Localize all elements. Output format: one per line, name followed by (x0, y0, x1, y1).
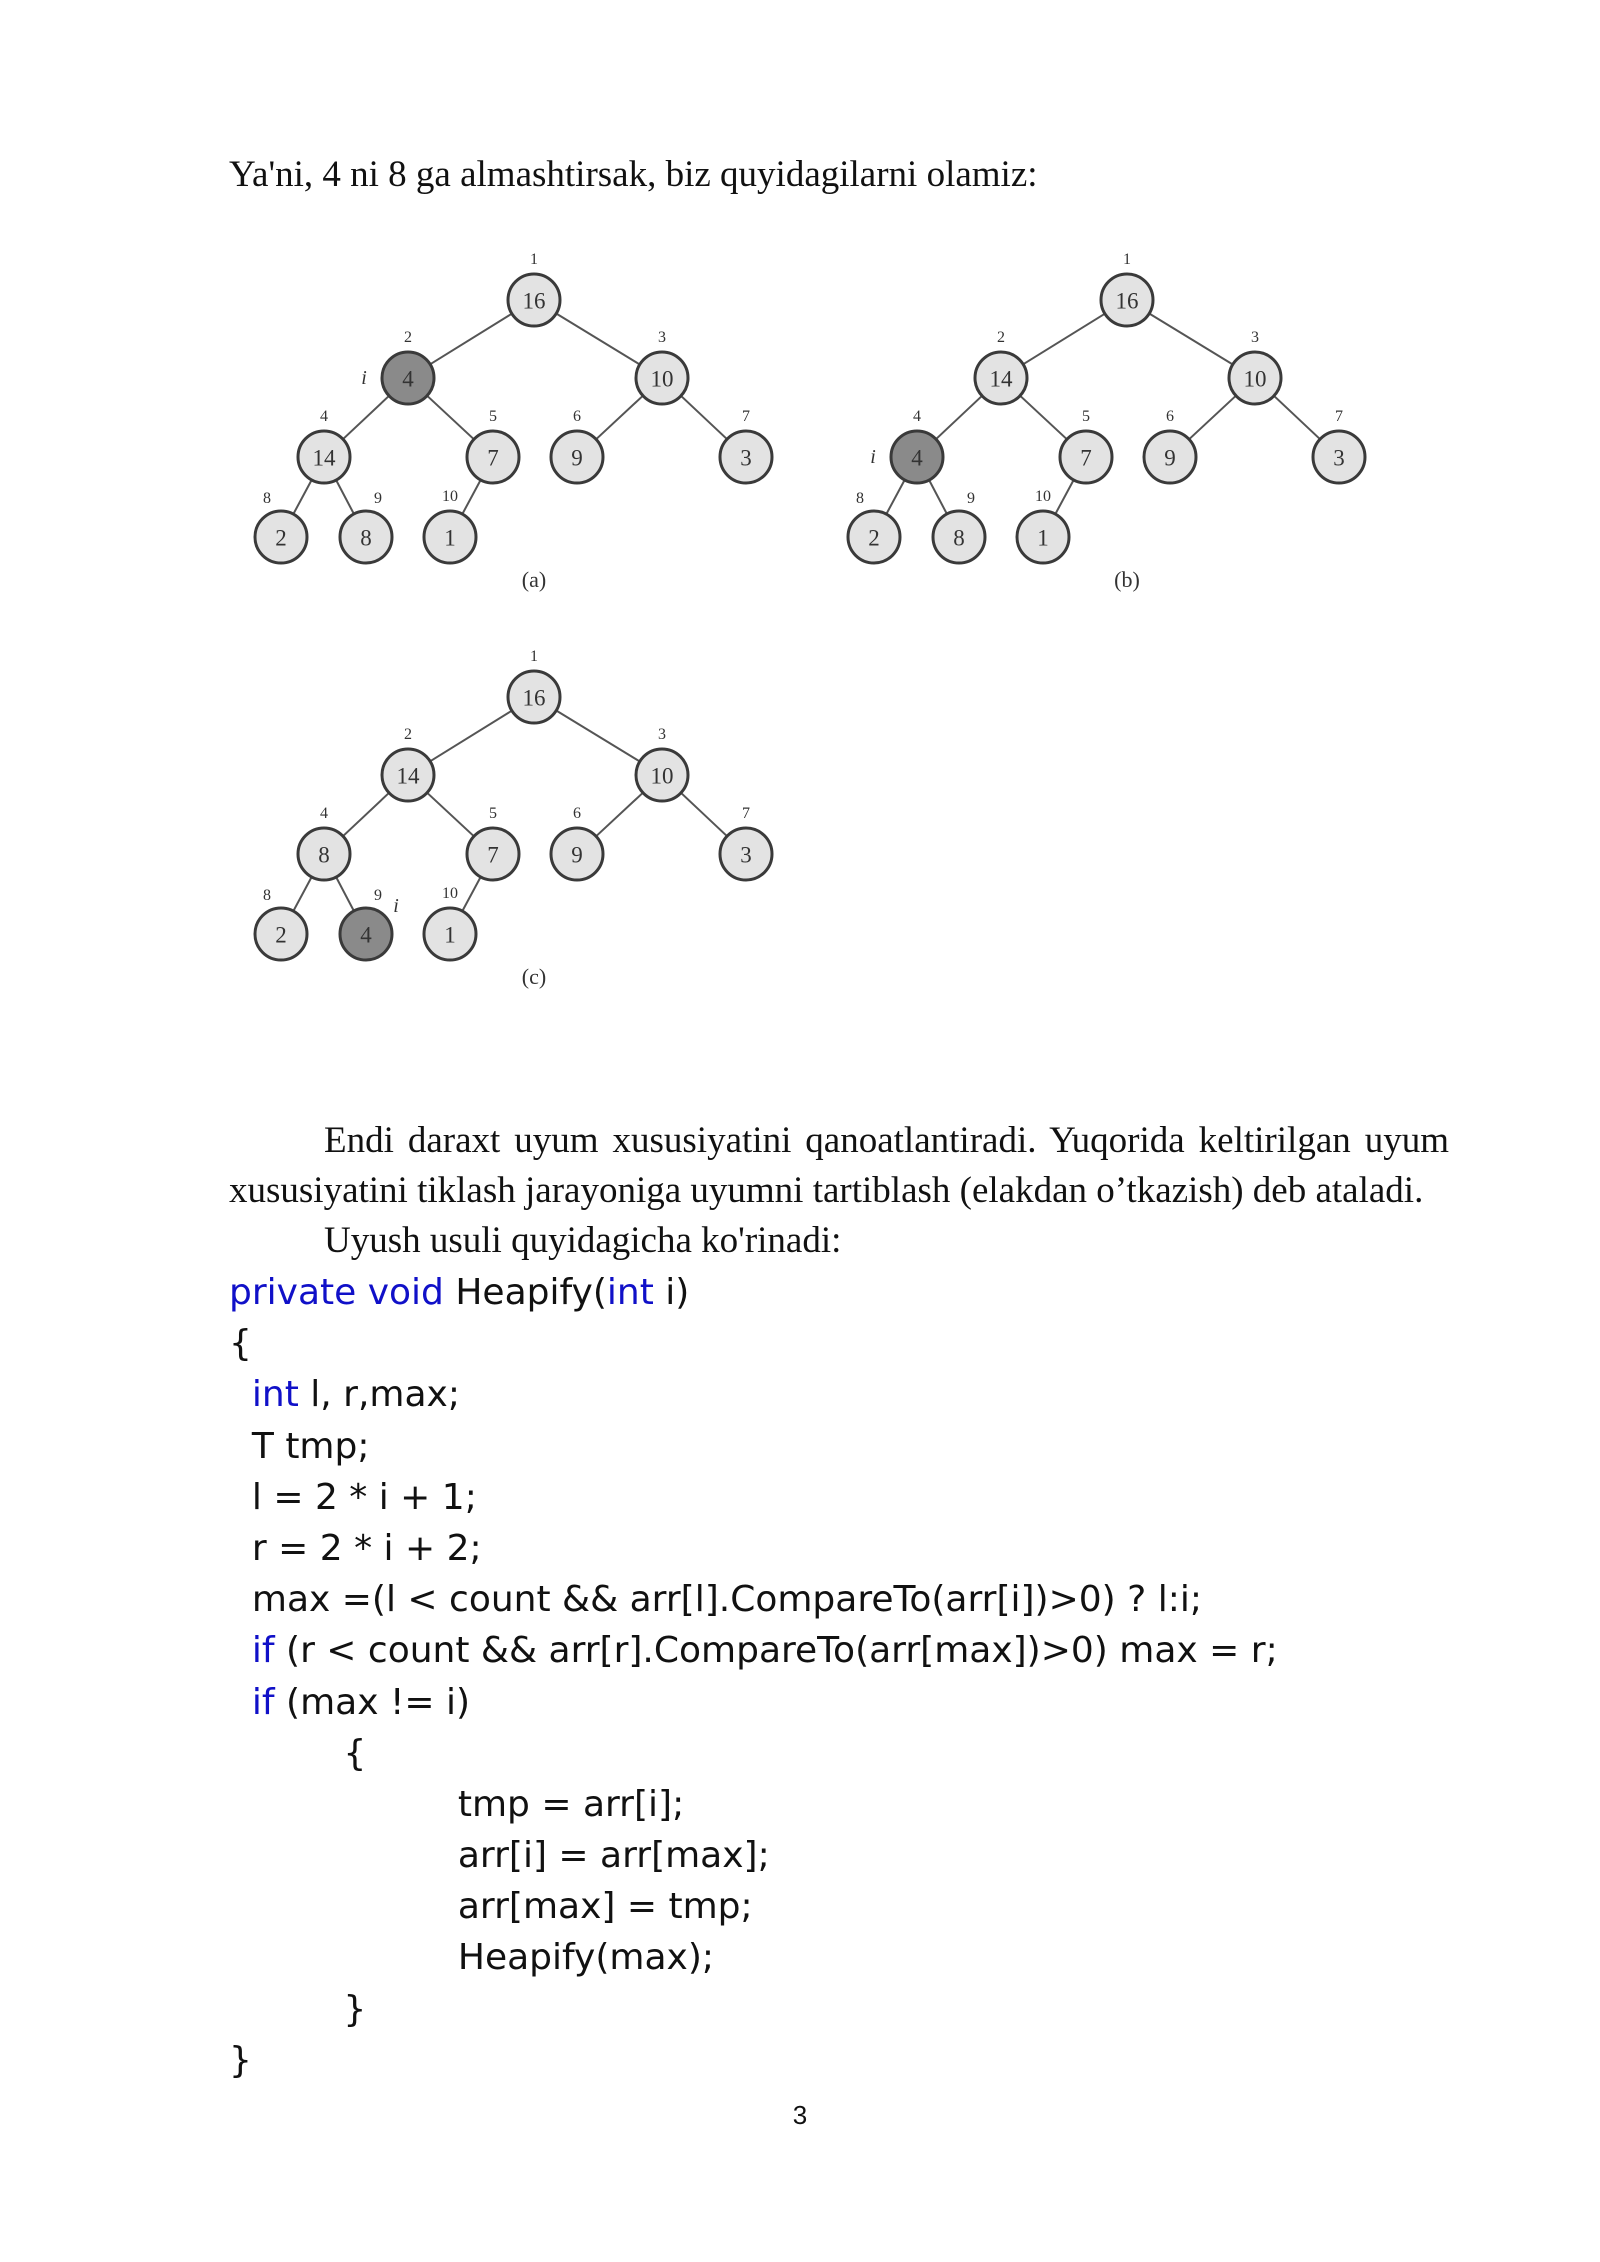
code-text: } (229, 2039, 252, 2081)
node-index: 2 (404, 726, 412, 743)
code-keyword: private void (229, 1272, 444, 1313)
tree-edge (596, 396, 643, 440)
tree-node (424, 885, 476, 960)
tree-node (848, 490, 900, 563)
node-value: 7 (487, 842, 499, 868)
tree-node (720, 805, 772, 880)
tree-edge (462, 480, 480, 514)
i-marker-label: i (361, 367, 367, 389)
node-index: 10 (442, 885, 458, 902)
code-line (229, 1369, 1278, 1420)
tree-node (1313, 408, 1365, 483)
tree-node (720, 408, 772, 483)
node-index: 7 (742, 805, 750, 822)
tree-edge (681, 396, 727, 439)
code-text: l, r,max; (298, 1374, 460, 1416)
tree-edge (343, 793, 389, 836)
node-value: 4 (360, 922, 372, 948)
tree-edge (1020, 396, 1067, 440)
node-index: 3 (658, 329, 666, 346)
node-index: 6 (1166, 408, 1174, 425)
node-value: 7 (487, 445, 499, 471)
code-text: tmp = arr[i]; (229, 1783, 685, 1825)
paragraph-method-intro: Uyush usuli quyidagicha ko'rinadi: (324, 1220, 842, 1261)
code-keyword: int (606, 1272, 654, 1313)
node-value: 14 (396, 763, 420, 789)
node-index: 7 (1335, 408, 1343, 425)
node-value: 3 (1333, 445, 1345, 471)
tree-edge (427, 793, 474, 837)
node-index: 8 (263, 490, 271, 507)
tree-edge (1189, 396, 1236, 440)
tree-node (508, 648, 560, 723)
node-index: 4 (913, 408, 921, 425)
node-index: 4 (320, 408, 328, 425)
code-text: r = 2 * i + 2; (229, 1527, 482, 1569)
heap-figure-c (240, 642, 800, 997)
code-line (229, 1472, 1278, 1523)
code-text: i) (653, 1272, 690, 1313)
node-value: 2 (868, 525, 880, 551)
tree-node (382, 726, 434, 801)
node-index: 5 (489, 805, 497, 822)
code-keyword: if (251, 1681, 275, 1723)
tree-node (298, 805, 350, 880)
node-value: 3 (740, 445, 752, 471)
heap-figure-b (833, 245, 1393, 600)
tree-node (1229, 329, 1281, 404)
tree-node (255, 887, 307, 960)
tree-node (255, 490, 307, 563)
node-index: 5 (1082, 408, 1090, 425)
code-text: max =(l < count && arr[l].CompareTo(arr[i])>0) ? l:i; (229, 1579, 1202, 1621)
tree-node (891, 408, 943, 483)
code-line (229, 1881, 1278, 1932)
node-value: 2 (275, 922, 287, 948)
code-text: { (229, 1323, 252, 1365)
node-value: 14 (312, 445, 336, 471)
tree-edge (336, 877, 354, 911)
tree-edge (1149, 314, 1233, 365)
tree-node (424, 488, 476, 563)
tree-edge (1023, 314, 1105, 365)
node-index: 9 (967, 490, 975, 507)
node-value: 10 (650, 366, 674, 392)
tree-edge (343, 396, 389, 439)
node-value: 1 (444, 922, 456, 948)
code-line (229, 1984, 1278, 2035)
tree-node (1060, 408, 1112, 483)
code-line (229, 1523, 1278, 1574)
node-index: 1 (530, 251, 538, 268)
node-value: 9 (1164, 445, 1176, 471)
tree-node (1144, 408, 1196, 483)
node-index: 2 (997, 329, 1005, 346)
node-value: 1 (444, 525, 456, 551)
tree-edge (293, 480, 311, 514)
figure-caption: (b) (1114, 567, 1140, 592)
code-line (229, 1677, 1278, 1728)
node-index: 2 (404, 329, 412, 346)
tree-edge (929, 480, 947, 514)
node-index: 10 (1035, 488, 1051, 505)
node-index: 4 (320, 805, 328, 822)
tree-node (1101, 251, 1153, 326)
code-line (229, 1830, 1278, 1881)
code-line (229, 1728, 1278, 1779)
tree-node (508, 251, 560, 326)
code-text: l = 2 * i + 1; (229, 1476, 477, 1518)
node-value: 8 (318, 842, 330, 868)
i-marker-label: i (393, 895, 399, 917)
code-line (229, 1267, 1278, 1318)
tree-node (467, 408, 519, 483)
code-line (229, 1932, 1278, 1983)
tree-edge (596, 793, 643, 837)
node-index: 6 (573, 408, 581, 425)
code-keyword: if (251, 1630, 275, 1672)
node-index: 10 (442, 488, 458, 505)
figure-caption: (c) (521, 964, 547, 989)
node-index: 3 (658, 726, 666, 743)
code-line (229, 1318, 1278, 1369)
code-line (229, 1625, 1278, 1676)
node-index: 6 (573, 805, 581, 822)
tree-edge (1055, 480, 1073, 514)
tree-edge (886, 480, 904, 514)
tree-edge (430, 711, 512, 762)
code-text (229, 1630, 252, 1671)
intro-text: Ya'ni, 4 ni 8 ga almashtirsak, biz quyidagilarni olamiz: (229, 154, 1038, 195)
code-text: Heapify(max); (229, 1937, 714, 1979)
node-value: 10 (1243, 366, 1267, 392)
code-block (229, 1267, 1278, 2086)
tree-node (975, 329, 1027, 404)
node-value: 8 (360, 525, 372, 551)
node-value: 16 (522, 685, 546, 711)
tree-edge (556, 711, 640, 762)
paragraph-heap-property: Endi daraxt uyum xususiyatini qanoatlantiradi. Yuqorida keltirilgan uyum xususiyatini tiklash jarayoniga uyumni tartiblash (elakdan o’tkazish) deb ataladi. (229, 1120, 1449, 1211)
code-text: T tmp; (229, 1425, 370, 1467)
node-value: 10 (650, 763, 674, 789)
node-value: 16 (522, 288, 546, 314)
node-index: 1 (530, 648, 538, 665)
page-number: 3 (792, 2100, 808, 2130)
node-index: 9 (374, 887, 382, 904)
code-keyword: int (251, 1374, 299, 1416)
tree-node (1017, 488, 1069, 563)
heap-figure-a (240, 245, 800, 600)
node-value: 16 (1115, 288, 1139, 314)
node-index: 1 (1123, 251, 1131, 268)
tree-node (382, 329, 434, 404)
node-value: 3 (740, 842, 752, 868)
tree-edge (427, 396, 474, 440)
node-index: 7 (742, 408, 750, 425)
node-value: 9 (571, 842, 583, 868)
code-text: arr[i] = arr[max]; (229, 1835, 770, 1877)
node-index: 9 (374, 490, 382, 507)
tree-node (551, 408, 603, 483)
node-value: 1 (1037, 525, 1049, 551)
node-value: 4 (911, 445, 923, 471)
tree-node (636, 726, 688, 801)
code-text: (r < count && arr[r].CompareTo(arr[max])>0) max = r; (274, 1630, 1278, 1672)
node-index: 8 (263, 887, 271, 904)
code-line (229, 2035, 1278, 2086)
code-text: } (229, 1988, 367, 2030)
figure-caption: (a) (521, 567, 547, 592)
code-line (229, 1574, 1278, 1625)
node-index: 3 (1251, 329, 1259, 346)
node-index: 8 (856, 490, 864, 507)
node-value: 7 (1080, 445, 1092, 471)
code-text (229, 1374, 252, 1415)
node-value: 2 (275, 525, 287, 551)
tree-edge (936, 396, 982, 439)
code-text: { (229, 1732, 367, 1774)
tree-edge (1274, 396, 1320, 439)
tree-node (467, 805, 519, 880)
node-value: 4 (402, 366, 414, 392)
tree-edge (681, 793, 727, 836)
tree-edge (430, 314, 512, 365)
node-value: 8 (953, 525, 965, 551)
code-text: arr[max] = tmp; (229, 1886, 753, 1928)
code-text: (max != i) (274, 1681, 471, 1723)
node-value: 14 (989, 366, 1013, 392)
tree-node (551, 805, 603, 880)
tree-node (636, 329, 688, 404)
tree-edge (293, 877, 311, 911)
tree-edge (556, 314, 640, 365)
tree-edge (462, 877, 480, 911)
code-text (229, 1682, 252, 1723)
tree-node (298, 408, 350, 483)
code-line (229, 1421, 1278, 1472)
node-index: 5 (489, 408, 497, 425)
code-line (229, 1779, 1278, 1830)
code-text: Heapify( (443, 1272, 607, 1313)
i-marker-label: i (870, 446, 876, 468)
tree-edge (336, 480, 354, 514)
node-value: 9 (571, 445, 583, 471)
